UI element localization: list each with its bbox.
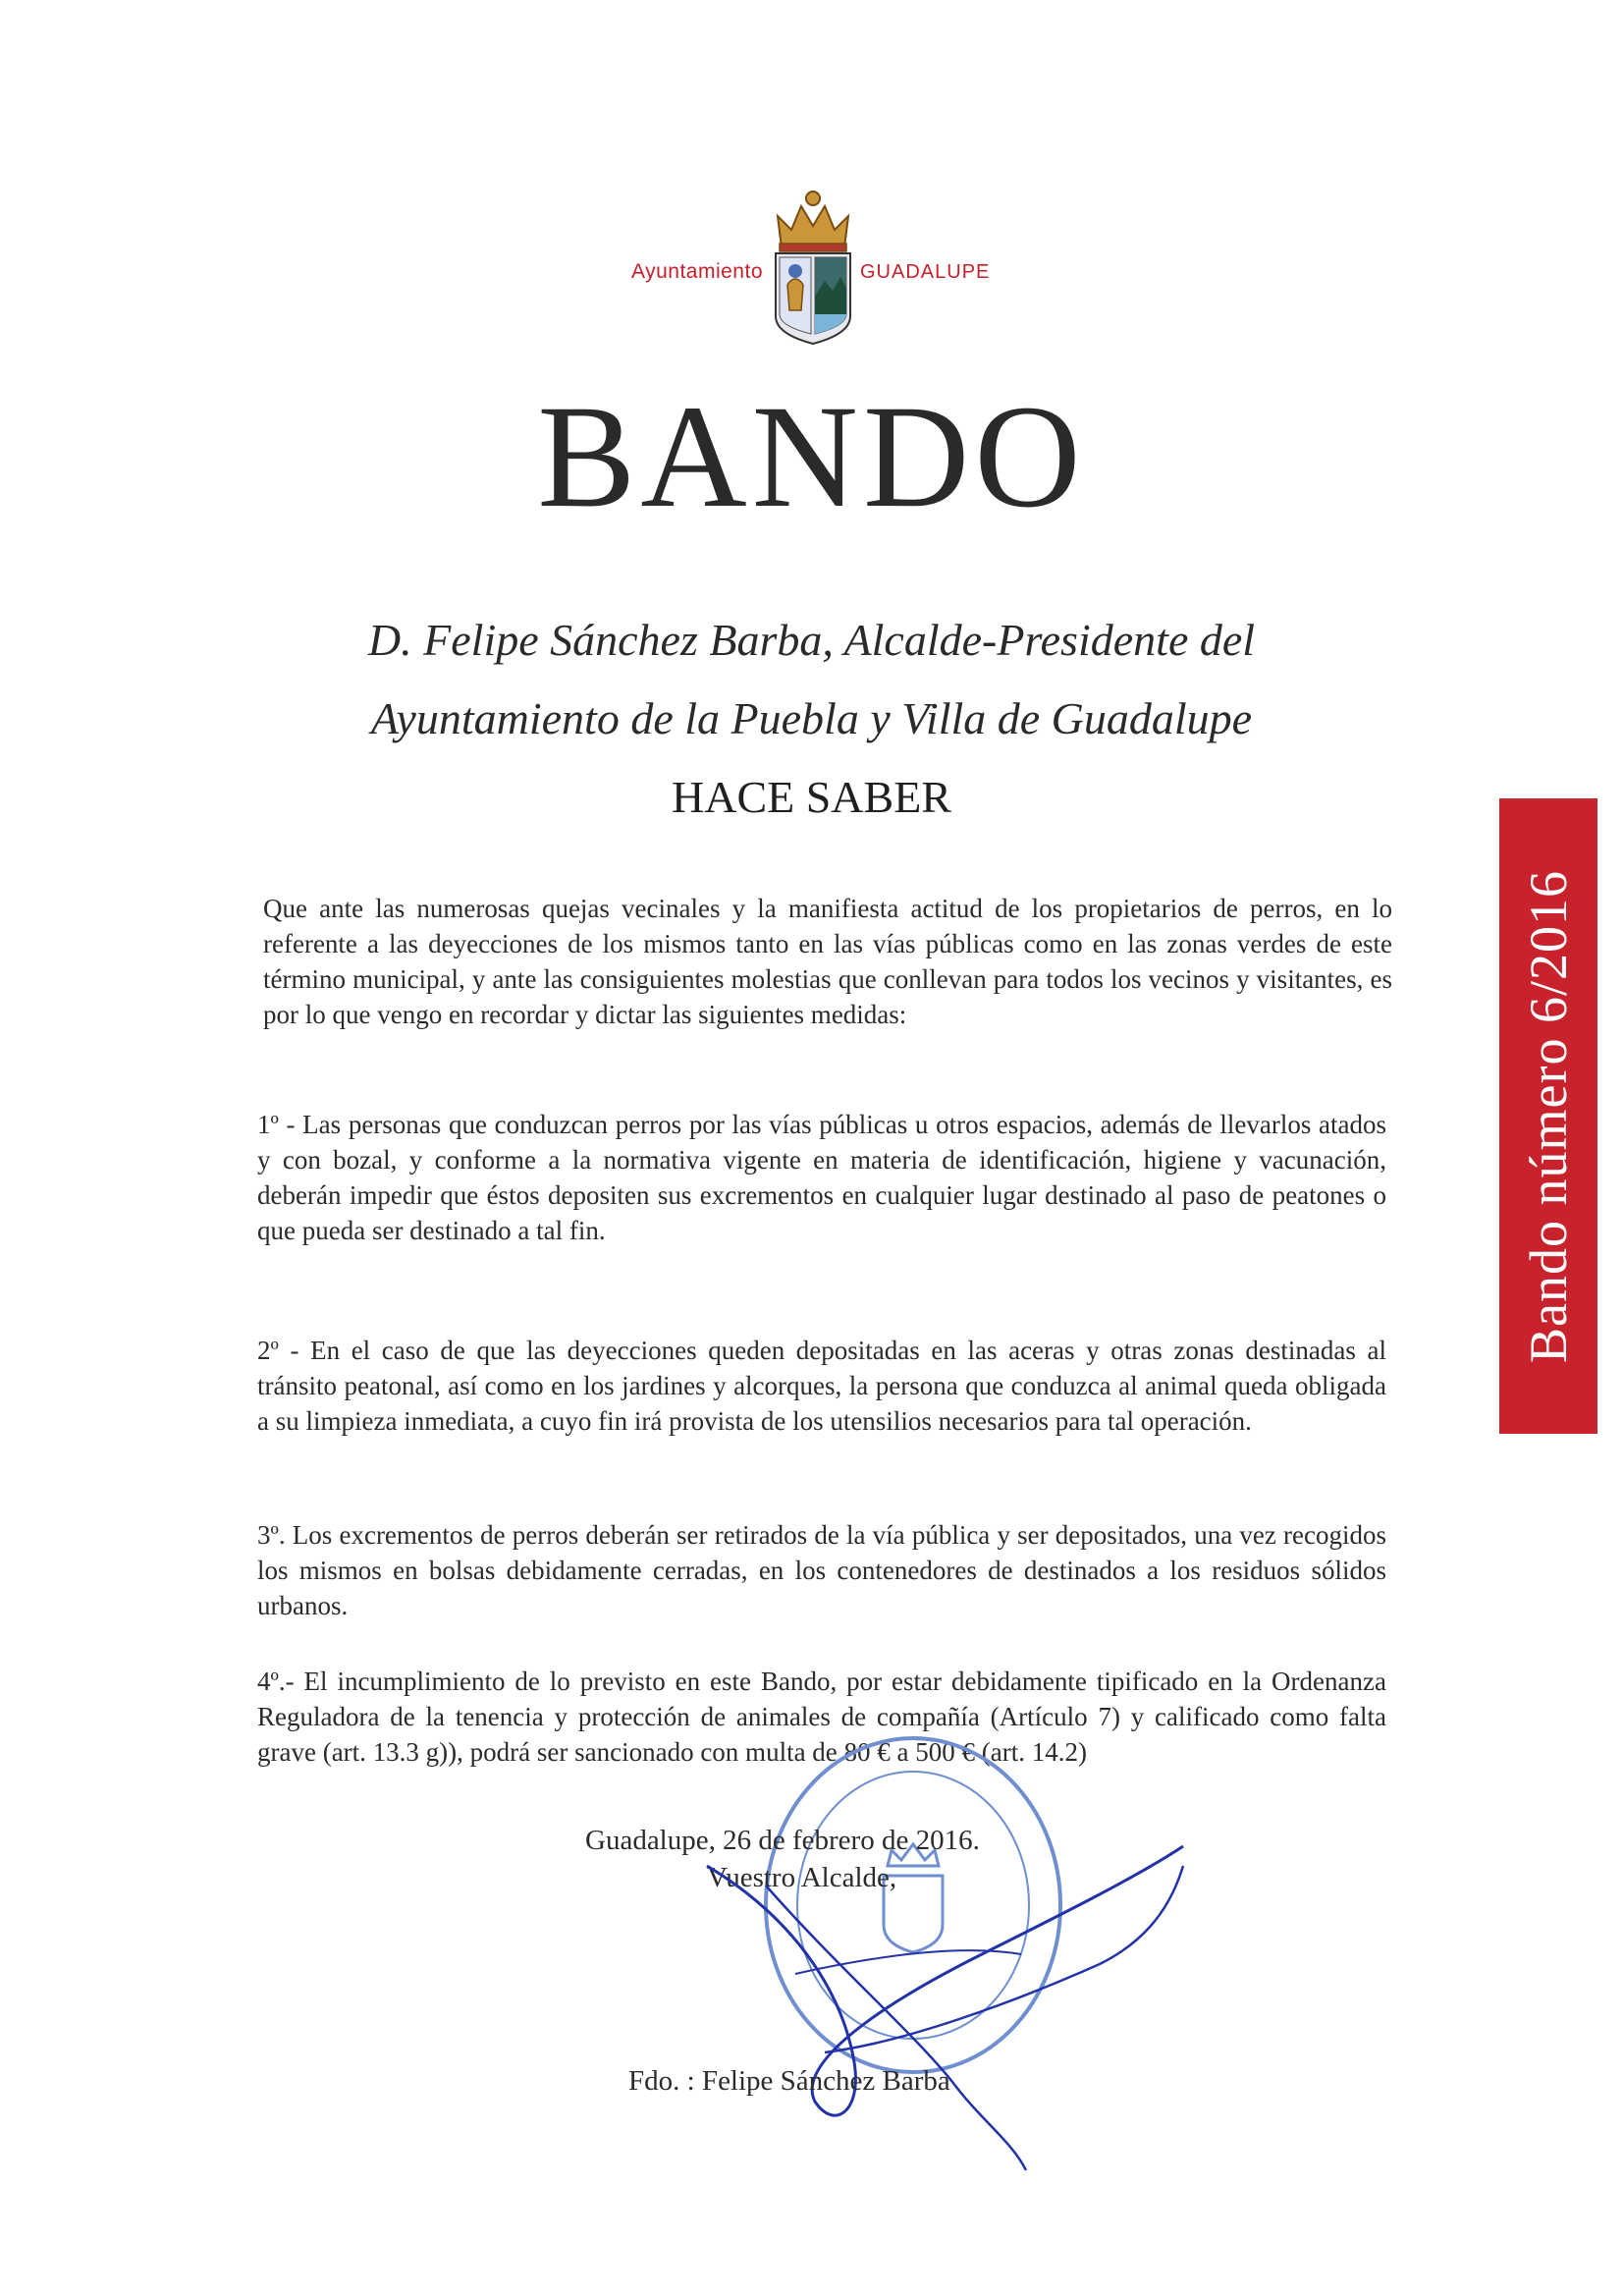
signed-by: Fdo. : Felipe Sánchez Barba <box>628 2065 950 2097</box>
measure-2: 2º - En el caso de que las deyecciones queden depositadas en las aceras y otras zonas destinadas al tránsito peatonal, así como en los jardines y alcorques, la persona que conduzca al animal queda obligada a su limpieza inmediata, a cuyo fin irá provista de los utensilios necesarios para tal operación. <box>257 1336 1386 1436</box>
mayor-line-1: D. Felipe Sánchez Barba, Alcalde-Presidente del <box>367 615 1256 665</box>
coat-of-arms-icon <box>768 187 858 346</box>
bando-number-band <box>1499 798 1597 1434</box>
letterhead-ayuntamiento: Ayuntamiento <box>630 260 763 283</box>
closing-salutation: Vuestro Alcalde, <box>707 1862 897 1893</box>
letterhead-guadalupe: GUADALUPE <box>860 261 991 283</box>
announcement-heading: HACE SABER <box>672 772 951 822</box>
bando-number: Bando número 6/2016 <box>1519 869 1578 1363</box>
document-title: BANDO <box>537 375 1086 538</box>
letterhead <box>0 187 1623 354</box>
mayor-line-2: Ayuntamiento de la Puebla y Villa de Guadalupe <box>370 693 1253 743</box>
signature-icon <box>687 1807 1198 2180</box>
measure-3: 3º. Los excrementos de perros deberán ser retirados de la vía pública y ser depositados, una vez recogidos los mismos en bolsas debidamente cerradas, en los contenedores de destinados a los residuos sólidos urbanos. <box>257 1520 1386 1620</box>
measure-1: 1º - Las personas que conduzcan perros por las vías públicas u otros espacios, además de llevarlos atados y con bozal, y conforme a la normativa vigente en materia de identificación, higiene y vacunación, deberán impedir que éstos depositen sus excrementos en cualquier lugar destinado al paso de peatones o que pueda ser destinado a tal fin. <box>257 1110 1386 1245</box>
measure-4: 4º.- El incumplimiento de lo previsto en este Bando, por estar debidamente tipificado en la Ordenanza Reguladora de la tenencia y protección de animales de compañía (Artículo 7) y calificado como falta grave (art. 13.3 g)), podrá ser sancionado con multa de 80 € a 500 € (art. 14.2) <box>257 1667 1386 1767</box>
closing-date: Guadalupe, 26 de febrero de 2016. <box>585 1825 980 1856</box>
intro-paragraph: Que ante las numerosas quejas vecinales y la manifiesta actitud de los propietarios de perros, en lo referente a las deyecciones de los mismos tanto en las vías públicas como en las zonas verdes de este término municipal, y ante las consiguientes molestias que conllevan para todos los vecinos y visitantes, es por lo que vengo en recordar y dictar las siguientes medidas: <box>263 894 1392 1029</box>
